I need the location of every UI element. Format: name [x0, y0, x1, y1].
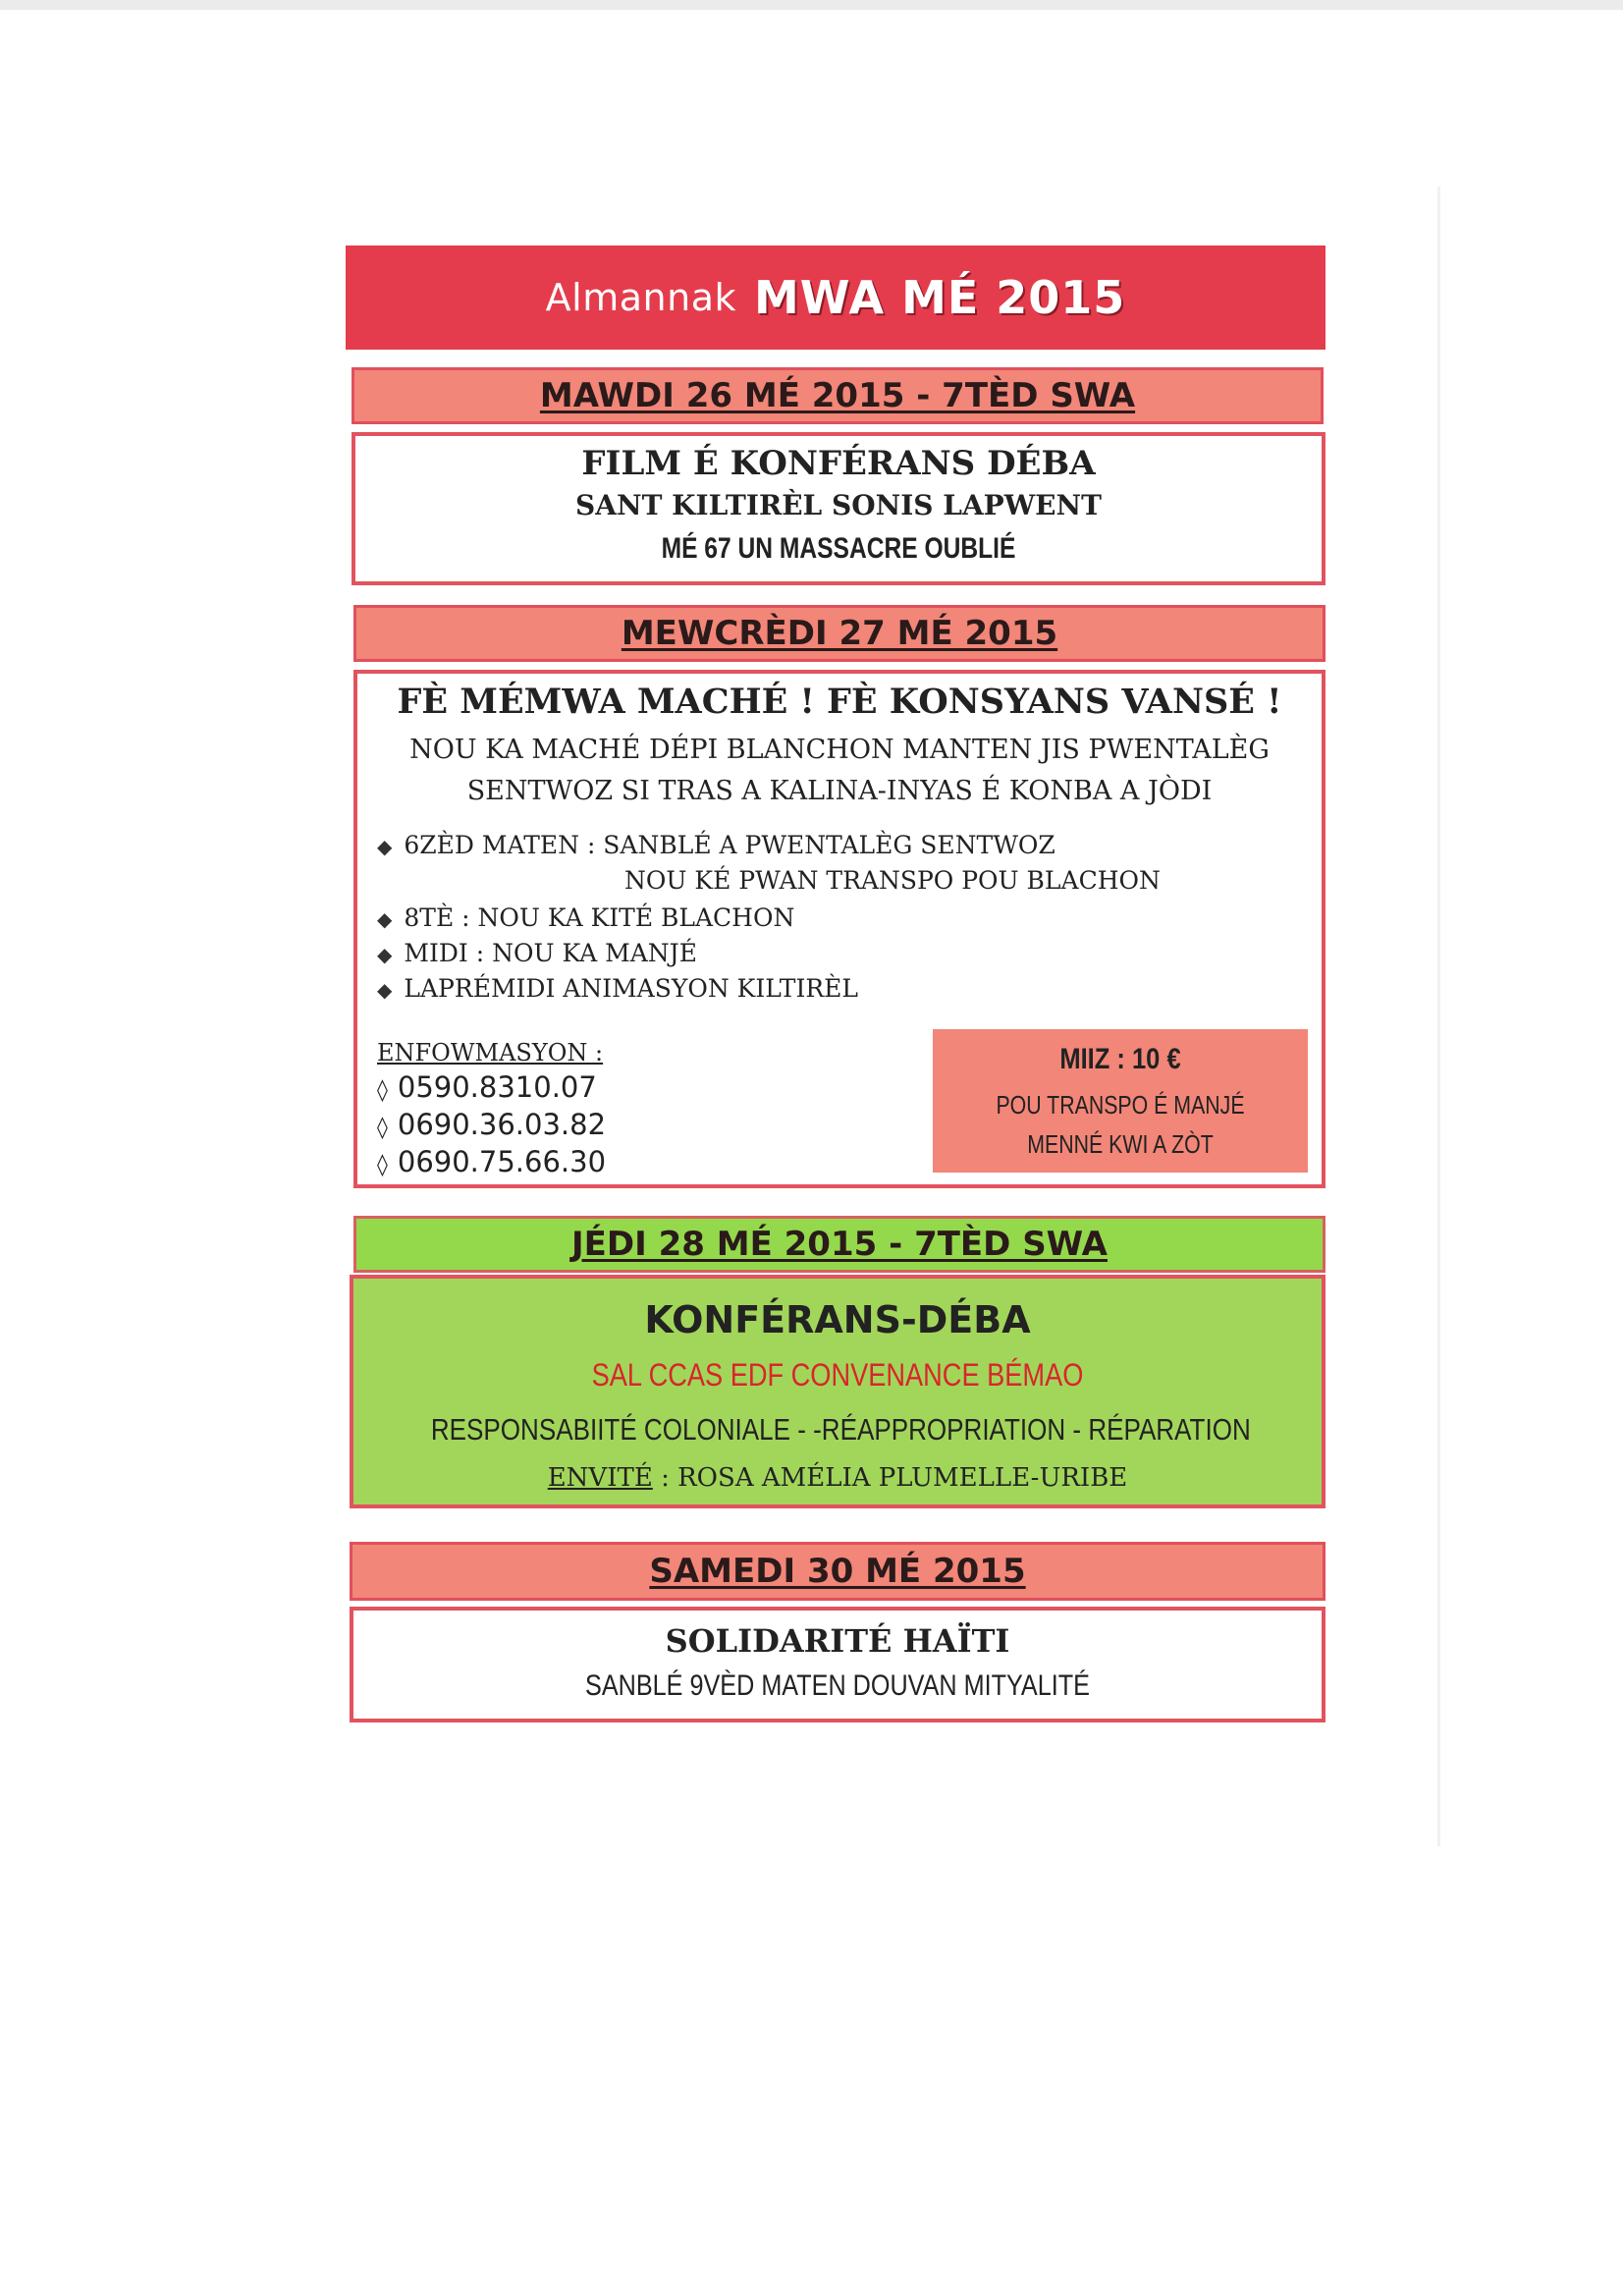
- day4-box: [350, 1607, 1325, 1722]
- info-label: ENFOWMASYON :: [377, 1039, 604, 1066]
- phone-line: [377, 1145, 606, 1178]
- hollow-diamond-icon: ◊: [377, 1078, 388, 1103]
- day3-header-text: JÉDI 28 MÉ 2015 - 7TÈD SWA: [571, 1225, 1108, 1264]
- day3-title: KONFÉRANS-DÉBA: [644, 1298, 1031, 1341]
- day3-topics: RESPONSABIITÉ COLONIALE - -RÉAPPROPRIATION - RÉPARATION: [430, 1412, 1251, 1447]
- price-line1: POU TRANSPO É MANJÉ: [996, 1090, 1245, 1120]
- guest-name: ROSA AMÉLIA PLUMELLE-URIBE: [677, 1463, 1128, 1493]
- day1-header: [352, 367, 1324, 424]
- schedule-text: LAPRÉMIDI ANIMASYON KILTIRÈL: [404, 974, 859, 1003]
- price-title: MIIZ : 10 €: [1059, 1043, 1181, 1075]
- day4-detail: SANBLÉ 9VÈD MATEN DOUVAN MITYALITÉ: [585, 1669, 1090, 1702]
- schedule-item: [377, 903, 794, 932]
- day4-header-text: SAMEDI 30 MÉ 2015: [649, 1552, 1026, 1591]
- day3-box: [350, 1275, 1325, 1508]
- day2-intro-line1: NOU KA MACHÉ DÉPI BLANCHON MANTEN JIS PWENTALÈG: [409, 735, 1270, 765]
- day4-title: SOLIDARITÉ HAÏTI: [665, 1622, 1010, 1660]
- diamond-bullet-icon: ◆: [377, 978, 393, 1002]
- day1-film: MÉ 67 UN MASSACRE OUBLIÉ: [661, 532, 1016, 565]
- phone-number: 0690.36.03.82: [397, 1108, 607, 1141]
- schedule-item: [377, 974, 858, 1003]
- day3-guest: [353, 1463, 1322, 1493]
- schedule-text: 6ZÈD MATEN : SANBLÉ A PWENTALÈG SENTWOZ: [404, 831, 1055, 859]
- schedule-text: 8TÈ : NOU KA KITÉ BLACHON: [404, 903, 795, 932]
- day2-box: [353, 670, 1325, 1188]
- schedule-item: [377, 939, 697, 967]
- phone-line: [377, 1108, 606, 1141]
- guest-separator: :: [652, 1463, 678, 1493]
- diamond-bullet-icon: ◆: [377, 835, 393, 858]
- phone-line: [377, 1070, 597, 1104]
- day1-subtitle: SANT KILTIRÈL SONIS LAPWENT: [575, 489, 1102, 521]
- price-box: [933, 1029, 1308, 1173]
- diamond-bullet-icon: ◆: [377, 907, 393, 931]
- day2-header: [353, 605, 1325, 662]
- phone-number: 0690.75.66.30: [397, 1145, 607, 1178]
- schedule-item: [377, 831, 1055, 859]
- day4-header: [350, 1542, 1325, 1601]
- day1-box: [352, 432, 1325, 585]
- title-banner: [346, 246, 1325, 350]
- guest-label: ENVITÉ: [547, 1463, 653, 1493]
- schedule-text: MIDI : NOU KA MANJÉ: [404, 939, 697, 967]
- scan-page-edge: [1437, 187, 1440, 1846]
- hollow-diamond-icon: ◊: [377, 1116, 388, 1140]
- phone-number: 0590.8310.07: [397, 1070, 597, 1104]
- diamond-bullet-icon: ◆: [377, 943, 393, 966]
- day3-venue: SAL CCAS EDF CONVENANCE BÉMAO: [591, 1357, 1084, 1393]
- day1-title: FILM É KONFÉRANS DÉBA: [581, 444, 1096, 483]
- day3-header: [353, 1216, 1325, 1273]
- banner-prefix: Almannak: [545, 276, 736, 319]
- day2-intro-line2: SENTWOZ SI TRAS A KALINA-INYAS É KONBA A JÒDI: [466, 776, 1213, 806]
- banner-title: MWA MÉ 2015: [754, 271, 1126, 324]
- day2-header-text: MEWCRÈDI 27 MÉ 2015: [621, 614, 1058, 653]
- schedule-continuation: NOU KÉ PWAN TRANSPO POU BLACHON: [624, 866, 1161, 895]
- price-line2: MENNÉ KWI A ZÒT: [1027, 1129, 1214, 1159]
- day1-header-text: MAWDI 26 MÉ 2015 - 7TÈD SWA: [539, 376, 1136, 415]
- scan-top-shadow: [0, 0, 1623, 10]
- day2-title: FÈ MÉMWA MACHÉ ! FÈ KONSYANS VANSÉ !: [397, 682, 1282, 722]
- hollow-diamond-icon: ◊: [377, 1153, 388, 1177]
